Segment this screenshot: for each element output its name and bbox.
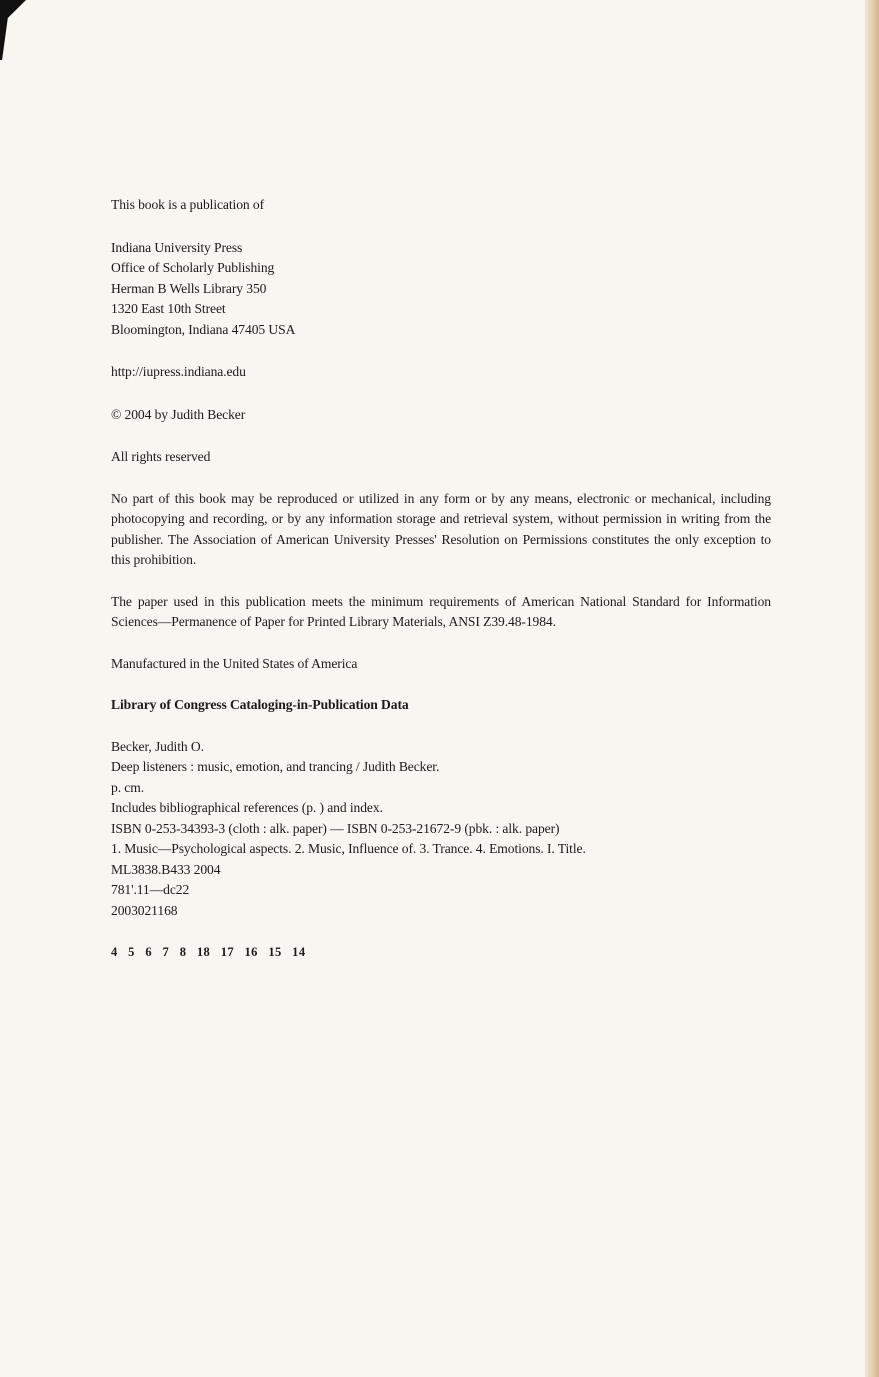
cip-subjects: 1. Music—Psychological aspects. 2. Music, Influence of. 3. Trance. 4. Emotions. I. Title. <box>111 841 586 856</box>
permissions-notice: No part of this book may be reproduced or utilized in any form or by any means, electronic or mechanical, including photocopying and recording, or by any information storage and retrieval system, without permission in writing from the publisher. The Association of American University Presses' Resolution on Permissions constitutes the only exception to this prohibition. <box>111 490 771 567</box>
publisher-office: Office of Scholarly Publishing <box>111 260 275 275</box>
publisher-city: Bloomington, Indiana 47405 USA <box>111 321 296 337</box>
cip-dewey: 781'.11—dc22 <box>111 882 190 897</box>
publisher-building: Herman B Wells Library 350 <box>111 280 267 296</box>
paper-notice: The paper used in this publication meets the minimum requirements of American National Standard for Information Sciences—Permanence of Paper for Printed Library Materials, ANSI Z39.48-1984. <box>111 593 771 629</box>
cip-heading: Library of Congress Cataloging-in-Publication Data <box>111 697 409 712</box>
cip-title: Deep listeners : music, emotion, and trancing / Judith Becker. <box>111 759 440 774</box>
manufactured-line: Manufactured in the United States of America <box>111 655 358 671</box>
intro-line: This book is a publication of <box>111 197 265 212</box>
cip-notes: Includes bibliographical references (p. ) and index. <box>111 800 383 815</box>
rights-line: All rights reserved <box>111 449 211 464</box>
publisher-name: Indiana University Press <box>111 239 243 255</box>
torn-corner <box>0 0 26 60</box>
printing-line: 4 5 6 7 8 18 17 16 15 14 <box>111 945 306 959</box>
cip-author: Becker, Judith O. <box>111 738 204 754</box>
publisher-block <box>111 238 771 341</box>
page-edge <box>865 0 879 1377</box>
publisher-url: http://iupress.indiana.edu <box>111 364 246 379</box>
cip-isbn: ISBN 0-253-34393-3 (cloth : alk. paper) — ISBN 0-253-21672-9 (pbk. : alk. paper) <box>111 820 560 836</box>
cip-block <box>111 737 771 922</box>
copyright-content <box>111 195 771 963</box>
copyright-line: © 2004 by Judith Becker <box>111 406 246 422</box>
cip-lc-class: ML3838.B433 2004 <box>111 861 221 877</box>
cip-pages: p. cm. <box>111 779 144 795</box>
publisher-street: 1320 East 10th Street <box>111 301 226 316</box>
cip-lccn: 2003021168 <box>111 902 178 918</box>
